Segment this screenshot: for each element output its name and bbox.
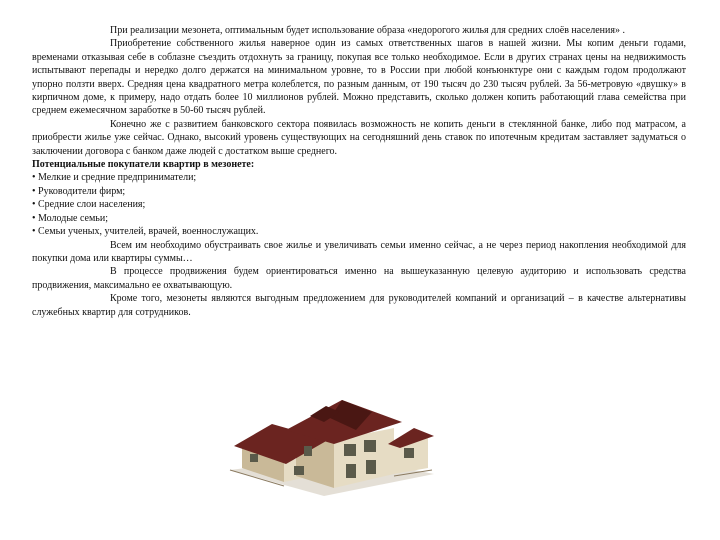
window bbox=[404, 448, 414, 458]
paragraph-promotion: В процессе продвижения будем ориентироваться именно на вышеуказанную целевую аудиторию и использовать средства продвижения, максимально ее охватывающую. bbox=[32, 266, 686, 291]
window bbox=[304, 446, 312, 456]
list-item: • Средние слои населения; bbox=[32, 198, 686, 211]
paragraph-intro: При реализации мезонета, оптимальным будет использование образа «недорогого жилья для средних слоёв населения» . bbox=[110, 25, 625, 36]
window bbox=[294, 466, 304, 475]
house-illustration bbox=[224, 378, 436, 496]
window bbox=[346, 464, 356, 478]
list-item: • Мелкие и средние предприниматели; bbox=[32, 171, 686, 184]
window bbox=[250, 454, 258, 462]
list-item: • Руководители фирм; bbox=[32, 185, 686, 198]
list-item: • Семьи ученых, учителей, врачей, военнослужащих. bbox=[32, 225, 686, 238]
list-item: • Молодые семьи; bbox=[32, 212, 686, 225]
paragraph-corporate: Кроме того, мезонеты являются выгодным предложением для руководителей компаний и организаций – в качестве альтернативы служебных квартир для сотрудников. bbox=[32, 293, 686, 318]
paragraph-housing-cost: Приобретение собственного жилья наверное один из самых ответственных шагов в нашей жизни. Мы копим деньги годами, временами отказывая себе в соблазне съездить отдохнуть за границу, покупая все только необходимое. Если в других странах цены на недвижимость испытывают перепады и нередко долго держатся на минимальном уровне, то в России при любой конъюнктуре они с каждым годом продолжают упорно ползти вверх. Средняя цена квадратного метра колеблется, по разным данным, от 190 тысяч до 230 тысяч рублей. За 56-метровую «двушку» в кирпичном доме, к примеру, надо отдать более 10 миллионов рублей. Можно представить, сколько должен копить работающий глава семейства при среднем ежемесячном заработке в 50-60 тысяч рублей. bbox=[32, 38, 686, 117]
window bbox=[344, 444, 356, 456]
paragraph-mortgage: Конечно же с развитием банковского сектора появилась возможность не копить деньги в стеклянной банке, либо под матрасом, а приобрести жилье уже сейчас. Однако, высокий уровень существующих на сегодняшний день ставок по ипотечным кредитам заставляет задуматься о заключении договора с банком даже людей с достатком выше среднего. bbox=[32, 118, 686, 157]
document-page bbox=[32, 24, 686, 319]
paragraph-families: Всем им необходимо обустраивать свое жилье и увеличивать семьи именно сейчас, а не через период накопления необходимой для покупки дома или квартиры суммы… bbox=[32, 239, 686, 264]
buyers-list bbox=[32, 171, 686, 238]
window bbox=[366, 460, 376, 474]
buyers-heading: Потенциальные покупатели квартир в мезонете: bbox=[32, 159, 255, 171]
window bbox=[364, 440, 376, 452]
